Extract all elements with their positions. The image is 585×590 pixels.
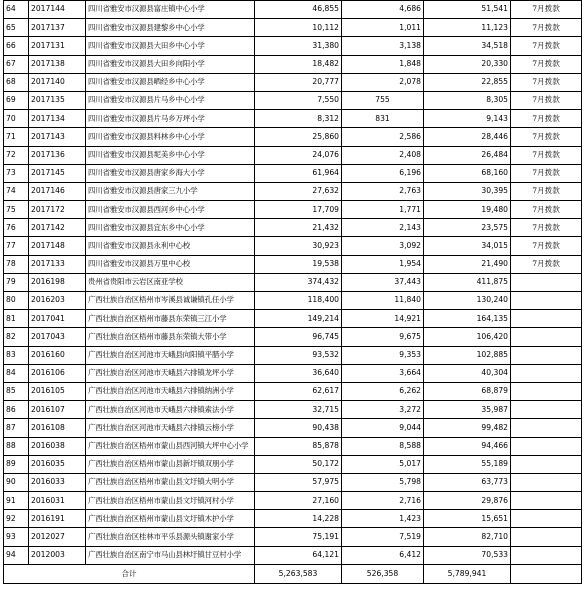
project-code: 2017138 [29,55,86,73]
school-name: 四川省雅安市汉源县唐家三九小学 [86,182,255,200]
project-code: 2016203 [29,292,86,310]
amount: 62,617 [255,382,342,400]
amount: 75,191 [255,528,342,546]
total-amount: 9,143 [424,110,511,128]
school-name: 四川省雅安市汉源县富庄镇中心小学 [86,1,255,19]
table-row [4,237,582,255]
project-code: 2017144 [29,1,86,19]
fee: 2,586 [342,128,424,146]
table-row [4,164,582,182]
total-amount: 8,305 [424,91,511,109]
total-amount: 164,135 [424,310,511,328]
amount: 19,538 [255,255,342,273]
fee: 11,840 [342,292,424,310]
remark [511,364,582,382]
remark [511,382,582,400]
remark [511,510,582,528]
remark: 7月拨款 [511,219,582,237]
project-code: 2016038 [29,437,86,455]
remark [511,492,582,510]
school-name: 广西壮族自治区梧州市藤县东荣镇大带小学 [86,328,255,346]
table-row [4,546,582,564]
table-row [4,219,582,237]
table-row [4,146,582,164]
project-code: 2016191 [29,510,86,528]
amount: 85,878 [255,437,342,455]
fee: 3,138 [342,37,424,55]
total-amount: 82,710 [424,528,511,546]
amount: 24,076 [255,146,342,164]
project-code: 2016107 [29,401,86,419]
total-amount: 15,651 [424,510,511,528]
amount: 93,532 [255,346,342,364]
remark [511,528,582,546]
row-index: 82 [4,328,29,346]
fee: 6,262 [342,382,424,400]
total-amount: 19,480 [424,201,511,219]
fee: 5,798 [342,473,424,491]
school-name: 四川省雅安市汉源县片马乡万坪小学 [86,110,255,128]
table-row [4,473,582,491]
row-index: 87 [4,419,29,437]
remark: 7月拨款 [511,1,582,19]
remark: 7月拨款 [511,201,582,219]
total-amount: 106,420 [424,328,511,346]
total-amount: 28,446 [424,128,511,146]
row-index: 90 [4,473,29,491]
project-code: 2017134 [29,110,86,128]
school-name: 广西壮族自治区河池市天峨县六排镇龙坪小学 [86,364,255,382]
row-index: 71 [4,128,29,146]
project-code: 2016198 [29,273,86,291]
total-amount: 21,490 [424,255,511,273]
table-row [4,110,582,128]
amount: 36,640 [255,364,342,382]
remark: 7月拨款 [511,237,582,255]
remark: 7月拨款 [511,55,582,73]
remark [511,328,582,346]
remark: 7月拨款 [511,37,582,55]
project-code: 2017145 [29,164,86,182]
amount: 32,715 [255,401,342,419]
fee: 3,272 [342,401,424,419]
remark [511,273,582,291]
total-amount: 34,015 [424,237,511,255]
total-row [4,564,582,584]
amount: 10,112 [255,19,342,37]
fee: 2,078 [342,73,424,91]
amount: 20,777 [255,73,342,91]
total-amount: 68,160 [424,164,511,182]
school-name: 广西壮族自治区梧州市蒙山县文圩镇大明小学 [86,473,255,491]
amount: 7,550 [255,91,342,109]
remark: 7月拨款 [511,91,582,109]
row-index: 84 [4,364,29,382]
table-row [4,364,582,382]
table-row [4,528,582,546]
amount: 50,172 [255,455,342,473]
total-amount: 35,987 [424,401,511,419]
fee: 2,763 [342,182,424,200]
table-row [4,382,582,400]
remark [511,546,582,564]
remark [511,473,582,491]
school-name: 四川省雅安市汉源县唐家乡海大小学 [86,164,255,182]
school-name: 四川省雅安市汉源县永利中心校 [86,237,255,255]
row-index: 78 [4,255,29,273]
total-amount: 70,533 [424,546,511,564]
row-index: 80 [4,292,29,310]
table-row [4,37,582,55]
fee: 831 [342,110,424,128]
row-index: 68 [4,73,29,91]
amount: 14,228 [255,510,342,528]
fee: 1,011 [342,19,424,37]
table-row [4,55,582,73]
remark: 7月拨款 [511,255,582,273]
total-amount: 11,123 [424,19,511,37]
remark: 7月拨款 [511,110,582,128]
remark [511,310,582,328]
project-code: 2017041 [29,310,86,328]
school-name: 广西壮族自治区河池市天峨县六排镇索法小学 [86,401,255,419]
project-code: 2012003 [29,546,86,564]
amount: 90,438 [255,419,342,437]
table-row [4,401,582,419]
amount: 21,432 [255,219,342,237]
table-row [4,255,582,273]
row-index: 66 [4,37,29,55]
amount: 61,964 [255,164,342,182]
project-code: 2016033 [29,473,86,491]
row-index: 64 [4,1,29,19]
row-index: 92 [4,510,29,528]
amount: 30,923 [255,237,342,255]
total-amount: 23,575 [424,219,511,237]
row-index: 72 [4,146,29,164]
table-row [4,328,582,346]
row-index: 69 [4,91,29,109]
remark: 7月拨款 [511,146,582,164]
row-index: 94 [4,546,29,564]
project-code: 2016160 [29,346,86,364]
remark: 7月拨款 [511,19,582,37]
fee: 8,588 [342,437,424,455]
fee: 755 [342,91,424,109]
amount: 64,121 [255,546,342,564]
row-index: 73 [4,164,29,182]
remark [511,437,582,455]
amount: 27,632 [255,182,342,200]
project-code: 2016106 [29,364,86,382]
school-name: 四川省雅安市汉源县大田乡向阳小学 [86,55,255,73]
table-row [4,310,582,328]
project-code: 2016105 [29,382,86,400]
school-name: 四川省雅安市汉源县晒经乡中心小学 [86,73,255,91]
row-index: 86 [4,401,29,419]
row-index: 76 [4,219,29,237]
total-amount: 29,876 [424,492,511,510]
amount: 96,745 [255,328,342,346]
amount: 8,312 [255,110,342,128]
row-index: 83 [4,346,29,364]
amount: 31,380 [255,37,342,55]
fee: 6,196 [342,164,424,182]
remark: 7月拨款 [511,128,582,146]
table-row [4,510,582,528]
total-amount: 130,240 [424,292,511,310]
fee: 1,954 [342,255,424,273]
remark [511,401,582,419]
fee: 1,771 [342,201,424,219]
fee: 2,143 [342,219,424,237]
school-name: 广西壮族自治区梧州市蒙山县文圩镇木护小学 [86,510,255,528]
row-index: 65 [4,19,29,37]
school-name: 广西壮族自治区河池市天峨县六排镇云榜小学 [86,419,255,437]
table-row [4,292,582,310]
school-name: 广西壮族自治区梧州市岑溪县诚谦镇孔任小学 [86,292,255,310]
remark: 7月拨款 [511,73,582,91]
total-amount: 94,466 [424,437,511,455]
table-row [4,73,582,91]
school-name: 广西壮族自治区桂林市平乐县源头镇谢家小学 [86,528,255,546]
amount: 27,160 [255,492,342,510]
project-code: 2016031 [29,492,86,510]
project-code: 2017140 [29,73,86,91]
total-amount: 55,189 [424,455,511,473]
donation-table [3,0,582,584]
school-name: 四川省雅安市汉源县大田乡中心小学 [86,37,255,55]
row-index: 67 [4,55,29,73]
remark [511,419,582,437]
amount: 57,975 [255,473,342,491]
remark [511,455,582,473]
remark: 7月拨款 [511,182,582,200]
total-remark [511,564,582,584]
amount: 149,214 [255,310,342,328]
total-amount: 20,330 [424,55,511,73]
fee: 3,664 [342,364,424,382]
total-amount: 34,518 [424,37,511,55]
school-name: 四川省雅安市汉源县坭美乡中心小学 [86,146,255,164]
table-row [4,128,582,146]
table-row [4,419,582,437]
school-name: 广西壮族自治区南宁市马山县林圩镇甘豆村小学 [86,546,255,564]
total-amount: 22,855 [424,73,511,91]
table-row [4,492,582,510]
total-fee: 526,358 [342,564,424,584]
school-name: 四川省雅安市汉源县宜东乡中心小学 [86,219,255,237]
project-code: 2017131 [29,37,86,55]
remark [511,346,582,364]
fee: 14,921 [342,310,424,328]
school-name: 广西壮族自治区梧州市蒙山县文圩镇河村小学 [86,492,255,510]
school-name: 广西壮族自治区梧州市蒙山县新圩镇双朋小学 [86,455,255,473]
row-index: 88 [4,437,29,455]
school-name: 广西壮族自治区梧州市藤县东荣镇三江小学 [86,310,255,328]
row-index: 70 [4,110,29,128]
project-code: 2012027 [29,528,86,546]
row-index: 74 [4,182,29,200]
project-code: 2017135 [29,91,86,109]
fee: 9,675 [342,328,424,346]
table-row [4,91,582,109]
amount: 46,855 [255,1,342,19]
project-code: 2017133 [29,255,86,273]
table-row [4,1,582,19]
total-amount: 40,304 [424,364,511,382]
project-code: 2017146 [29,182,86,200]
total-amount: 51,541 [424,1,511,19]
total-amount: 63,773 [424,473,511,491]
project-code: 2016035 [29,455,86,473]
fee: 3,092 [342,237,424,255]
row-index: 75 [4,201,29,219]
table-row [4,455,582,473]
project-code: 2017136 [29,146,86,164]
amount: 25,860 [255,128,342,146]
total-amount: 68,879 [424,382,511,400]
remark: 7月拨款 [511,164,582,182]
school-name: 四川省雅安市汉源县建黎乡中心小学 [86,19,255,37]
table-row [4,437,582,455]
project-code: 2017137 [29,19,86,37]
school-name: 四川省雅安市汉源县万里中心校 [86,255,255,273]
remark [511,292,582,310]
project-code: 2017143 [29,128,86,146]
total-amount: 99,482 [424,419,511,437]
school-name: 四川省雅安市汉源县西河乡中心小学 [86,201,255,219]
school-name: 四川省雅安市汉源县料林乡中心小学 [86,128,255,146]
row-index: 89 [4,455,29,473]
table-row [4,182,582,200]
school-name: 贵州省贵阳市云岩区南亚学校 [86,273,255,291]
table-row [4,346,582,364]
fee: 6,412 [342,546,424,564]
fee: 37,443 [342,273,424,291]
project-code: 2017043 [29,328,86,346]
fee: 9,044 [342,419,424,437]
amount: 374,432 [255,273,342,291]
project-code: 2017142 [29,219,86,237]
project-code: 2017148 [29,237,86,255]
row-index: 85 [4,382,29,400]
table-row [4,273,582,291]
total-amount: 5,263,583 [255,564,342,584]
fee: 7,519 [342,528,424,546]
school-name: 广西壮族自治区梧州市蒙山县西河镇大坪中心小学 [86,437,255,455]
total-label: 合计 [4,564,255,584]
fee: 1,848 [342,55,424,73]
fee: 4,686 [342,1,424,19]
fee: 2,716 [342,492,424,510]
row-index: 81 [4,310,29,328]
total-amount: 30,395 [424,182,511,200]
total-amount: 102,885 [424,346,511,364]
fee: 5,017 [342,455,424,473]
fee: 9,353 [342,346,424,364]
school-name: 广西壮族自治区河池市天峨县向阳镇平腊小学 [86,346,255,364]
project-code: 2017172 [29,201,86,219]
project-code: 2016108 [29,419,86,437]
total-amount: 26,484 [424,146,511,164]
table-body [4,1,582,565]
row-index: 79 [4,273,29,291]
total-amount: 411,875 [424,273,511,291]
amount: 17,709 [255,201,342,219]
amount: 118,400 [255,292,342,310]
amount: 18,482 [255,55,342,73]
school-name: 四川省雅安市汉源县片马乡中心小学 [86,91,255,109]
fee: 1,423 [342,510,424,528]
table-row [4,19,582,37]
school-name: 广西壮族自治区河池市天峨县六排镇纳洲小学 [86,382,255,400]
row-index: 93 [4,528,29,546]
fee: 2,408 [342,146,424,164]
row-index: 91 [4,492,29,510]
row-index: 77 [4,237,29,255]
total-sum: 5,789,941 [424,564,511,584]
table-row [4,201,582,219]
